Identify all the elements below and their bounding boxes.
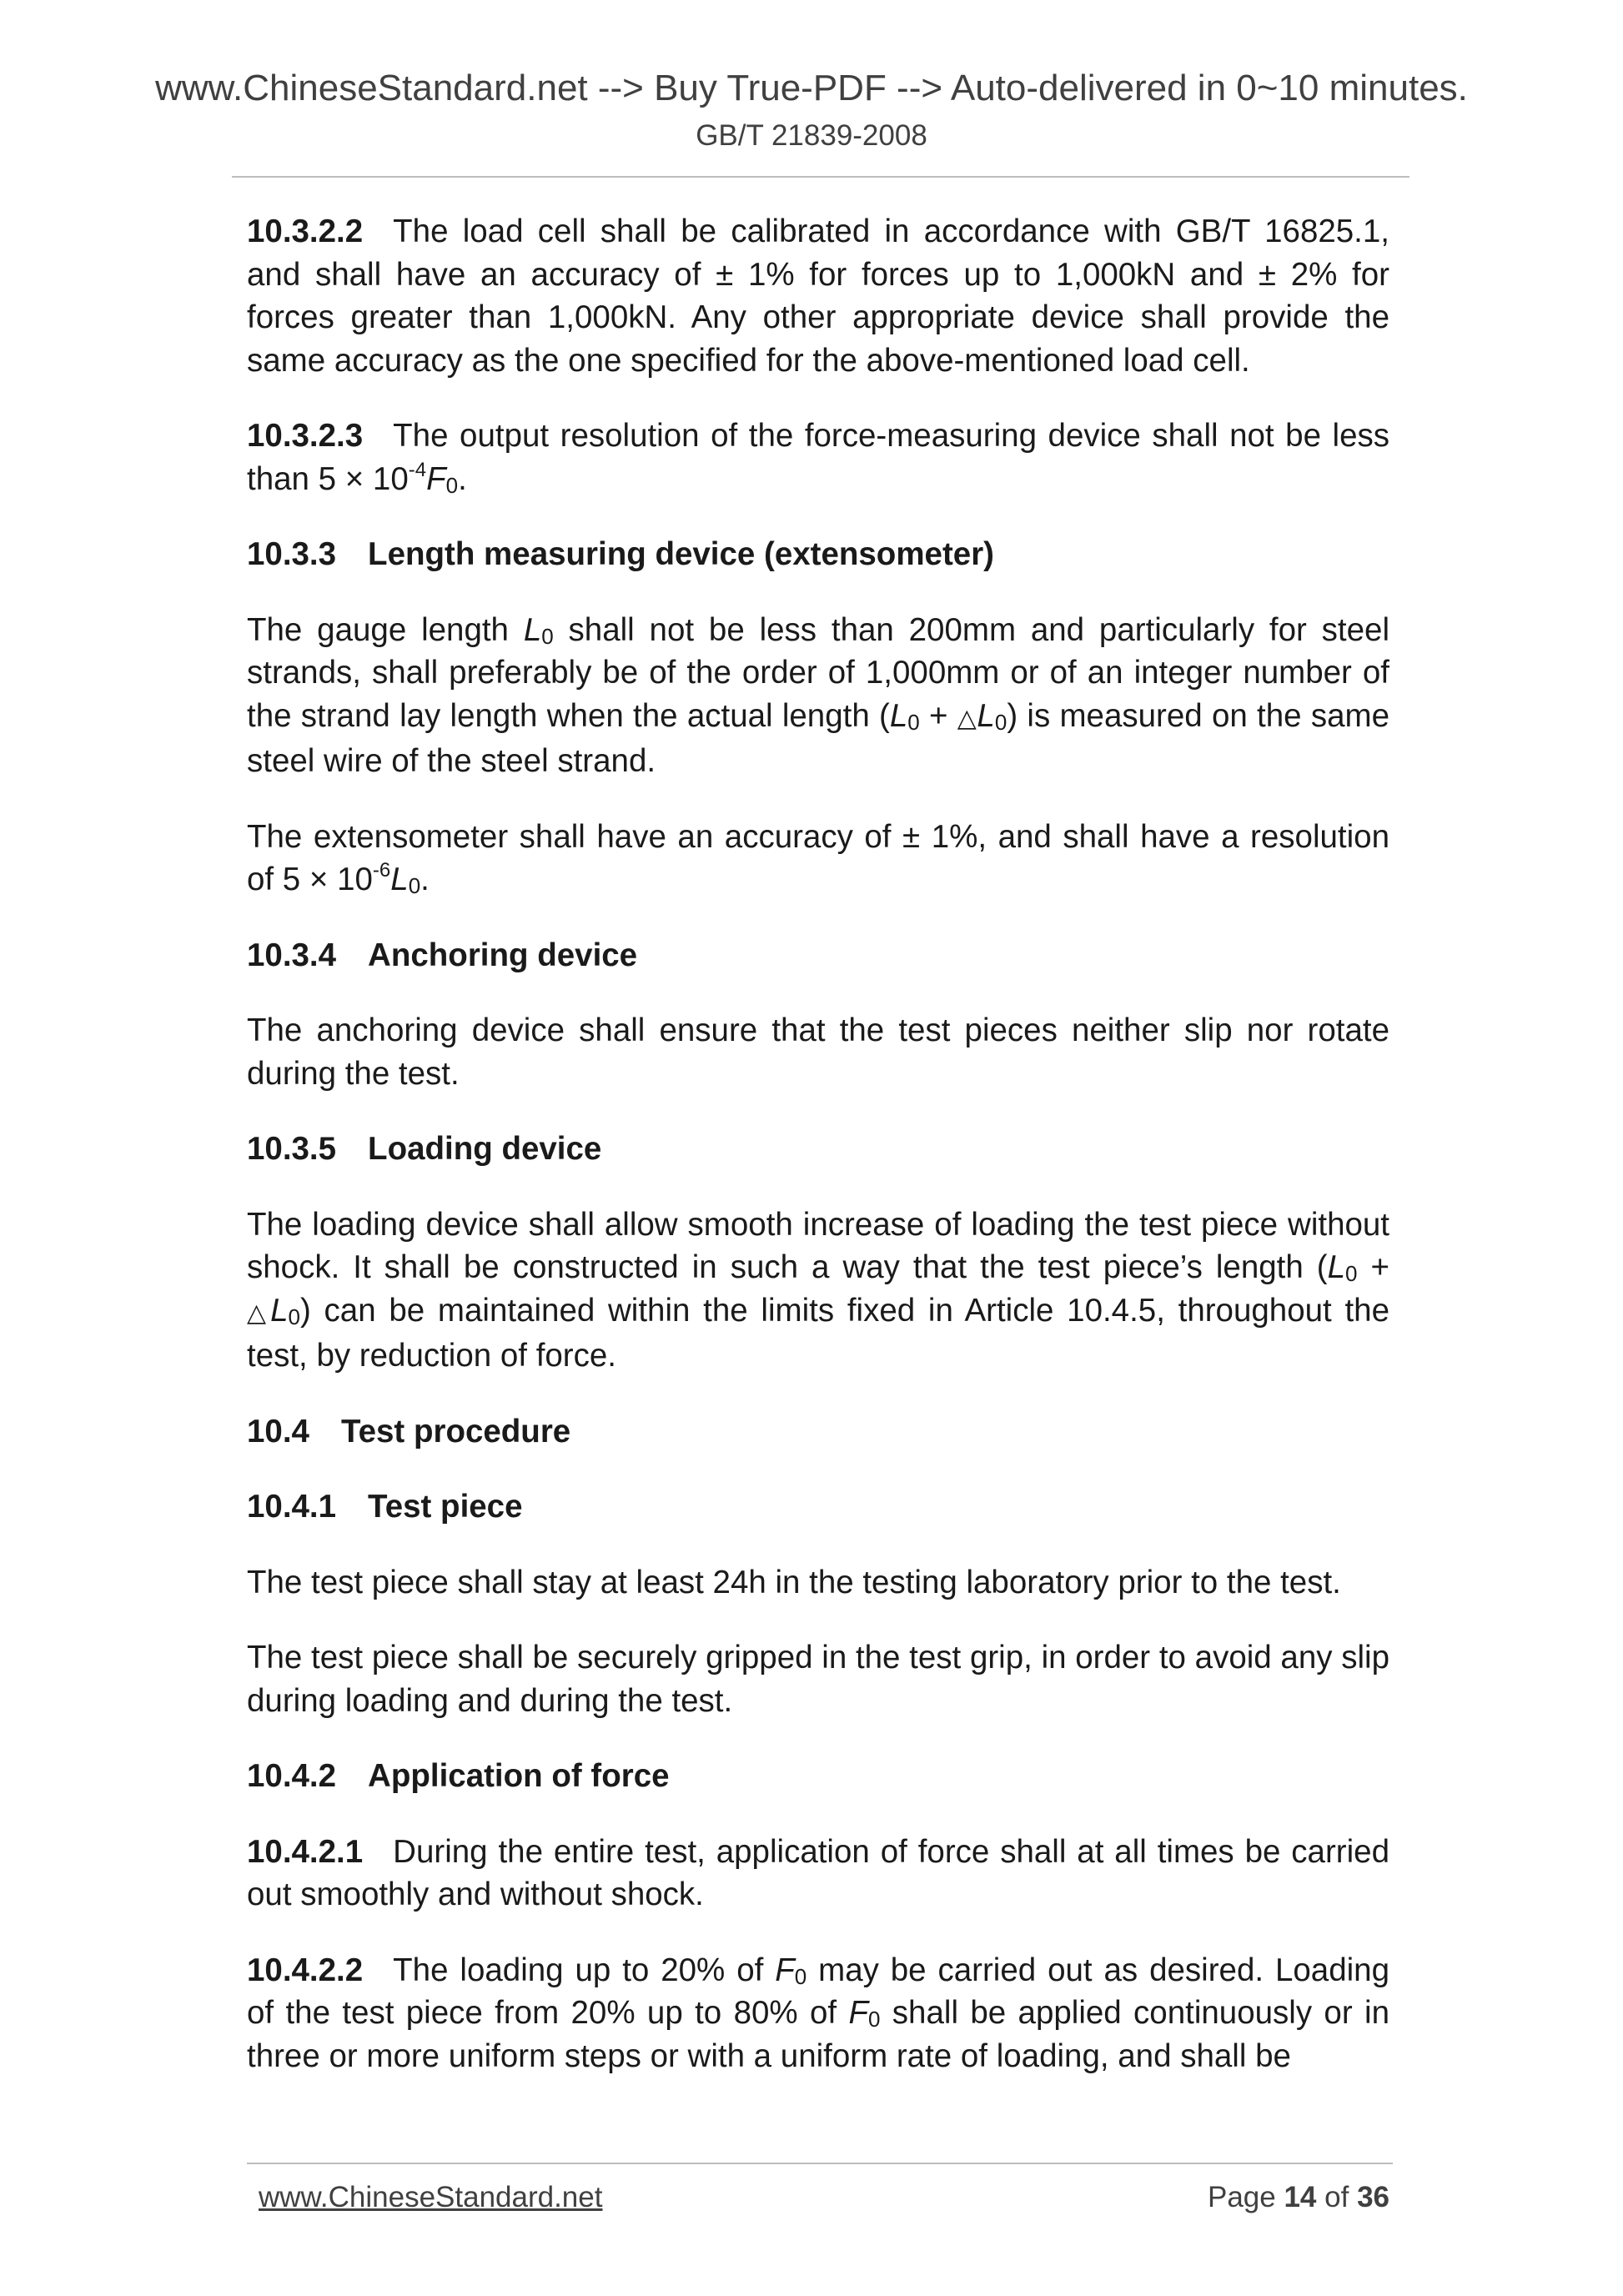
text-run: The loading up to 20% of — [393, 1952, 776, 1988]
variable: L — [523, 611, 542, 648]
clause-number: 10.3.2.2 — [247, 214, 364, 249]
heading-title: Application of force — [368, 1758, 670, 1794]
text-run: The gauge length — [247, 611, 524, 648]
clause-10-3-2-3 — [247, 414, 1389, 500]
text-run: The extensometer shall have an accuracy of ± 1%, and shall have a resolution of 5 × 10 — [247, 818, 1389, 897]
heading-title: Length measuring device (extensometer) — [368, 536, 995, 572]
delta-symbol: △ — [957, 704, 977, 732]
heading-title: Test piece — [368, 1489, 523, 1525]
variable: L — [889, 697, 908, 734]
exponent: -4 — [408, 458, 427, 481]
subscript: 0 — [1345, 1261, 1358, 1286]
paragraph-test-piece-gripping: The test piece shall be securely gripped in the test grip, in order to avoid any slip during loading and during the test. — [247, 1640, 1389, 1719]
variable: F — [426, 460, 446, 497]
clause-text: The load cell shall be calibrated in accordance with GB/T 16825.1, and shall have an accuracy of ± 1% for forces up to 1,000kN and ± 2% for forces greater than 1,000kN. Any other appropriate device shall provide the same accuracy as the one specified for the above-mentioned load cell. — [247, 214, 1389, 379]
heading-10-4 — [247, 1410, 1389, 1454]
subscript: 0 — [867, 2007, 881, 2032]
text-run: The loading device shall allow smooth increase of loading the test piece without shock. It shall be constructed in such a way that the test piece’s length ( — [247, 1206, 1389, 1285]
heading-number: 10.4 — [247, 1413, 309, 1449]
subscript: 0 — [541, 623, 554, 649]
variable: L — [390, 862, 409, 897]
heading-10-4-1 — [247, 1485, 1389, 1529]
page-indicator — [1208, 2178, 1389, 2217]
delta-symbol: △ — [247, 1299, 271, 1327]
heading-10-3-5 — [247, 1128, 1389, 1171]
of-label: of — [1324, 2181, 1349, 2213]
paragraph-gauge-length — [247, 609, 1389, 783]
clause-10-4-2-2 — [247, 1949, 1389, 2078]
variable: F — [775, 1952, 795, 1988]
heading-number: 10.3.4 — [247, 937, 337, 973]
heading-title: Loading device — [368, 1131, 602, 1167]
subscript: 0 — [408, 873, 421, 898]
clause-number: 10.4.2.1 — [247, 1833, 364, 1870]
subscript: 0 — [445, 472, 459, 498]
paragraph-test-piece-conditioning: The test piece shall stay at least 24h in the testing laboratory prior to the test. — [247, 1564, 1341, 1600]
document-body — [247, 210, 1389, 2110]
clause-number: 10.3.2.3 — [247, 418, 364, 454]
paragraph-extensometer-accuracy — [247, 816, 1389, 902]
text-run: + — [919, 697, 957, 734]
text-run: shall not be less than 200mm and particularly for steel strands, shall preferably be of the order of 1,000mm or of an integer number of the strand lay length when the actual length ( — [247, 611, 1389, 734]
subscript: 0 — [288, 1304, 300, 1329]
text-run: ) can be maintained within the limits fixed in Article 10.4.5, throughout the test, by reduction of force. — [247, 1292, 1389, 1374]
footer-website-link[interactable]: www.ChineseStandard.net — [259, 2181, 603, 2213]
heading-title: Anchoring device — [368, 937, 638, 973]
heading-number: 10.4.2 — [247, 1758, 337, 1794]
paragraph-anchoring-device: The anchoring device shall ensure that the test pieces neither slip nor rotate during the test. — [247, 1012, 1389, 1092]
exponent: -6 — [372, 859, 391, 882]
subscript: 0 — [794, 1963, 807, 1989]
clause-text: The output resolution of the force-measuring device shall not be less than 5 × 10 — [247, 418, 1389, 497]
text-run: ) is measured on the same steel wire of the steel strand. — [247, 697, 1389, 779]
footer-divider — [247, 2163, 1393, 2164]
header-divider — [232, 176, 1409, 178]
heading-number: 10.4.1 — [247, 1489, 337, 1525]
subscript: 0 — [907, 709, 920, 735]
text-run: + — [1357, 1249, 1389, 1285]
heading-10-3-3 — [247, 533, 1389, 576]
page-footer — [259, 2178, 1389, 2217]
variable: L — [270, 1292, 289, 1329]
variable: L — [1327, 1249, 1346, 1285]
text-run: shall be applied continuously or in three or more uniform steps or with a uniform rate of loading, and shall be — [247, 1995, 1389, 2074]
text-run: may be carried out as desired. Loading of the test piece from 20% up to 80% of — [247, 1952, 1389, 2031]
page-header — [0, 65, 1623, 157]
total-pages: 36 — [1357, 2181, 1389, 2213]
heading-10-3-4 — [247, 934, 1389, 977]
header-banner[interactable]: www.ChineseStandard.net --> Buy True-PDF --> Auto-delivered in 0~10 minutes. — [155, 68, 1468, 108]
variable: F — [848, 1995, 868, 2031]
clause-end: . — [458, 460, 467, 497]
clause-number: 10.4.2.2 — [247, 1952, 364, 1988]
heading-10-4-2 — [247, 1755, 1389, 1798]
page-label: Page — [1207, 2181, 1276, 2213]
heading-number: 10.3.3 — [247, 536, 337, 572]
text-run: . — [420, 862, 430, 897]
subscript: 0 — [994, 709, 1007, 735]
heading-title: Test procedure — [340, 1413, 571, 1449]
clause-10-4-2-1 — [247, 1831, 1389, 1917]
clause-10-3-2-2 — [247, 210, 1389, 382]
paragraph-loading-device — [247, 1203, 1389, 1378]
header-standard-number: GB/T 21839-2008 — [696, 119, 927, 152]
heading-number: 10.3.5 — [247, 1131, 337, 1167]
clause-text: During the entire test, application of force shall at all times be carried out smoothly and without shock. — [247, 1833, 1389, 1912]
current-page-number: 14 — [1284, 2181, 1317, 2213]
variable: L — [977, 697, 995, 734]
